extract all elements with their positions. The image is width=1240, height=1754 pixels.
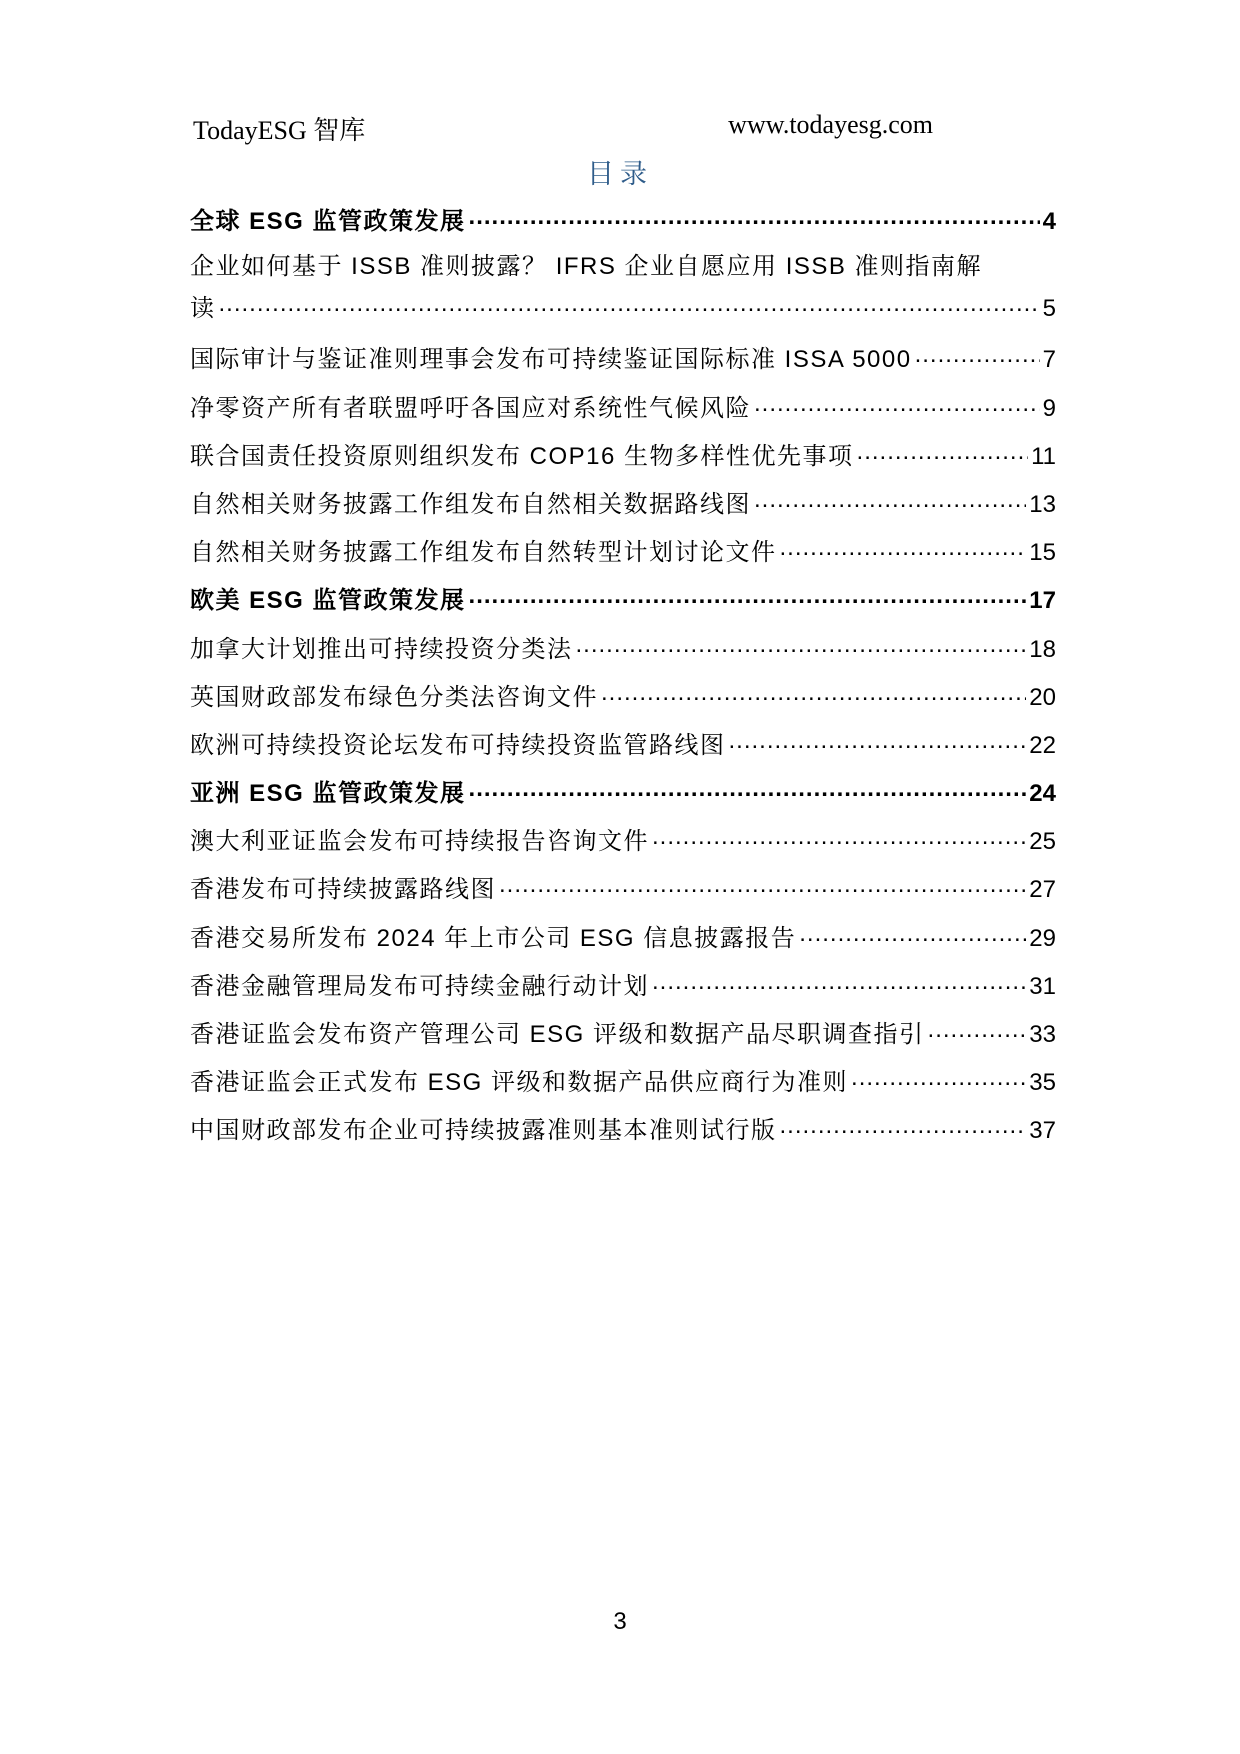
toc-title: 目录 [587,159,653,190]
toc-page-number: 7 [1042,346,1056,374]
toc-page-number: 29 [1029,924,1056,952]
toc-leader-dots [754,488,1026,512]
toc-page-number: 17 [1029,587,1056,615]
toc-page-number: 15 [1029,539,1056,567]
toc-label: 全球 ESG 监管政策发展 [190,208,466,235]
toc-label: 加拿大计划推出可持续投资分类法 [190,635,573,663]
toc-label: 英国财政部发布绿色分类法咨询文件 [190,683,598,711]
toc-leader-dots [928,1018,1027,1042]
toc-leader-dots [652,970,1026,994]
toc-page-number: 20 [1029,683,1056,711]
toc-page-number: 13 [1029,490,1056,518]
toc-label-line1: 企业如何基于 ISSB 准则披露？ IFRS 企业自愿应用 ISSB 准则指南解 [190,253,983,281]
toc-page-number: 35 [1029,1069,1056,1097]
toc-leader-dots [219,292,1040,316]
toc-label: 香港发布可持续披露路线图 [190,876,496,904]
toc-leader-dots [469,777,1027,801]
toc-label: 读 [190,295,216,323]
toc-label: 香港交易所发布 2024 年上市公司 ESG 信息披露报告 [190,924,797,952]
toc-item[interactable] [190,385,1056,433]
toc-label: 净零资产所有者联盟呼吁各国应对系统性气候风险 [190,394,751,422]
toc-item[interactable] [190,246,1056,336]
toc-label: 中国财政部发布企业可持续披露准则基本准则试行版 [190,1117,777,1145]
toc-page-number: 5 [1042,295,1056,323]
toc-item[interactable] [190,818,1056,866]
toc-item[interactable] [190,1011,1056,1059]
toc-item[interactable] [190,433,1056,481]
toc-label: 香港证监会发布资产管理公司 ESG 评级和数据产品尽职调查指引 [190,1021,925,1048]
toc-section-asia[interactable] [190,770,1056,818]
toc-leader-dots [469,205,1040,229]
toc-label: 欧美 ESG 监管政策发展 [190,587,466,615]
toc-item[interactable] [190,336,1056,384]
toc-item[interactable] [190,963,1056,1011]
toc-page-number: 24 [1029,780,1056,808]
toc-leader-dots [780,1114,1027,1138]
toc-label: 欧洲可持续投资论坛发布可持续投资监管路线图 [190,731,726,759]
toc-label: 自然相关财务披露工作组发布自然相关数据路线图 [190,490,751,518]
toc-item[interactable] [190,1059,1056,1107]
toc-label: 亚洲 ESG 监管政策发展 [190,780,466,808]
toc-page-number: 37 [1029,1117,1056,1145]
toc-label: 自然相关财务披露工作组发布自然转型计划讨论文件 [190,539,777,567]
toc-leader-dots [652,825,1026,849]
toc-page-number: 4 [1042,208,1056,235]
toc-page-number: 27 [1029,876,1056,904]
toc-leader-dots [780,536,1027,560]
toc-leader-dots [915,343,1040,367]
toc-leader-dots [601,681,1026,705]
toc-label: 澳大利亚证监会发布可持续报告咨询文件 [190,828,649,856]
toc-item[interactable] [190,722,1056,770]
toc-page-number: 22 [1029,731,1056,759]
toc-item[interactable] [190,626,1056,674]
toc-item[interactable] [190,481,1056,529]
page-number: 3 [613,1608,627,1635]
toc-label: 国际审计与鉴证准则理事会发布可持续鉴证国际标准 ISSA 5000 [190,346,912,374]
toc-item[interactable] [190,1107,1056,1155]
toc-item[interactable] [190,529,1056,577]
toc-leader-dots [469,584,1027,608]
toc-label: 香港金融管理局发布可持续金融行动计划 [190,972,649,1000]
toc-page-number: 31 [1029,972,1056,1000]
toc-section-global[interactable] [190,198,1056,246]
toc-leader-dots [729,729,1027,753]
header-website: www.todayesg.com [728,110,933,139]
toc-page-number: 33 [1029,1021,1056,1048]
toc-leader-dots [857,440,1029,464]
toc-item[interactable] [190,674,1056,722]
toc-item[interactable] [190,866,1056,914]
page-header [193,110,933,146]
toc-label: 联合国责任投资原则组织发布 COP16 生物多样性优先事项 [190,442,854,470]
toc-leader-dots [754,392,1040,416]
toc-page-number: 9 [1042,394,1056,422]
toc-leader-dots [499,873,1026,897]
table-of-contents [190,198,1056,1156]
toc-leader-dots [851,1066,1026,1090]
header-brand: TodayESG 智库 [193,116,366,145]
toc-page-number: 25 [1029,828,1056,856]
toc-leader-dots [799,922,1026,946]
toc-page-number: 18 [1029,635,1056,663]
toc-leader-dots [576,633,1027,657]
toc-page-number: 11 [1031,442,1056,470]
toc-section-europe-america[interactable] [190,577,1056,625]
toc-label: 香港证监会正式发布 ESG 评级和数据产品供应商行为准则 [190,1069,849,1097]
toc-item[interactable] [190,915,1056,963]
